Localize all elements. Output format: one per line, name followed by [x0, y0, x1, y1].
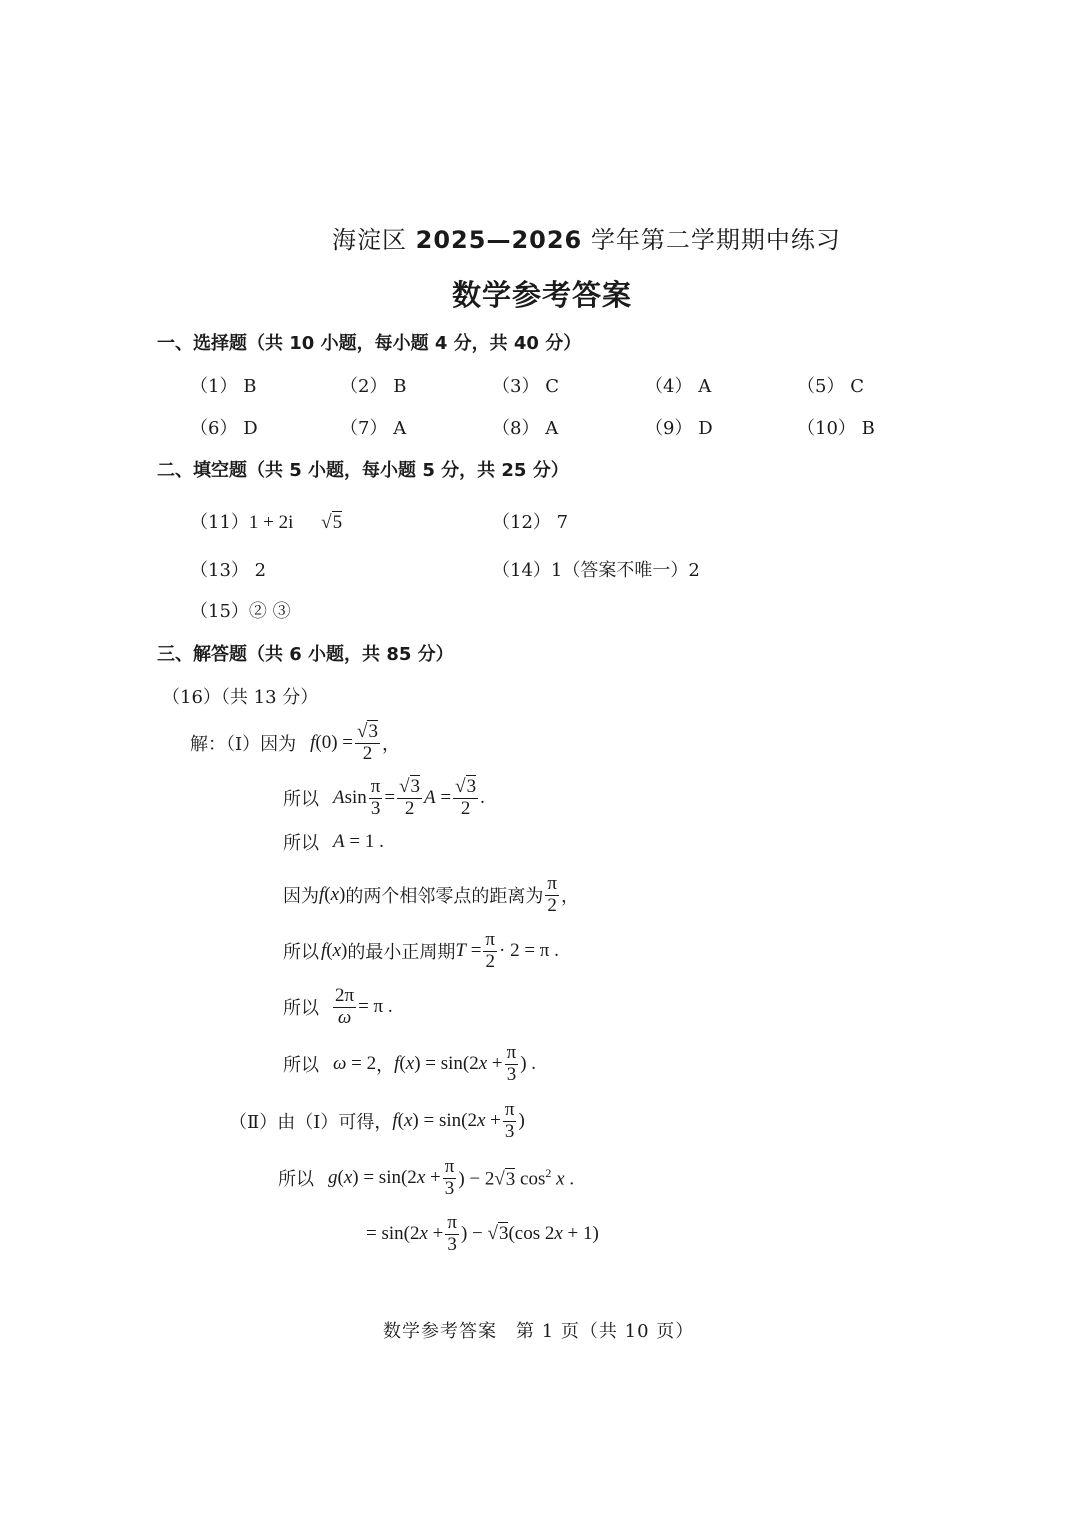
- fill-answer-14: （14）1（答案不唯一）2: [492, 560, 700, 581]
- solution-line-1: 解：（Ⅰ）因为 f(0) = $\frac{√3}{2}$ ，: [190, 721, 400, 764]
- section2-heading: 二、填空题（共 5 小题，每小题 5 分，共 25 分）: [157, 460, 569, 481]
- solution-line-5: 所以 f(x) 的最小正周期 T = $\frac{\pi}{2}$ · 2 = π .: [283, 929, 559, 972]
- fill-answer-13: （13） 2: [190, 560, 267, 581]
- mc-answer: （7） A: [340, 418, 407, 439]
- title-suffix: 学年第二学期期中练习: [590, 226, 841, 254]
- mc-answer: （5） C: [797, 376, 864, 397]
- fill-answer-11: （11）1 + 2i √5: [190, 512, 343, 533]
- title-years: 2025—2026: [415, 226, 583, 254]
- section1-heading: 一、选择题（共 10 小题，每小题 4 分，共 40 分）: [157, 333, 582, 354]
- solution-line-9: 所以 g(x) = sin(2x + $\frac{\pi}{3}$ ) − 2√3 $\cos^2 x$ .: [278, 1156, 575, 1199]
- mc-answer: （4） A: [645, 376, 712, 397]
- page-subtitle: 数学参考答案: [452, 278, 633, 312]
- fill-answer-15: （15）② ③: [190, 601, 291, 622]
- solution-line-2: 所以 Asin $\frac{\pi}{3}$ = $\frac{√3}{2}$ A = $\frac{√3}{2}$ .: [283, 776, 485, 819]
- fill-answer-12: （12） 7: [492, 512, 569, 533]
- page-footer: 数学参考答案 第 1 页（共 10 页）: [383, 1321, 695, 1342]
- mc-answer: （3） C: [492, 376, 559, 397]
- mc-answer: （6） D: [190, 418, 258, 439]
- mc-answer: （8） A: [492, 418, 559, 439]
- mc-answer: （2） B: [340, 376, 407, 397]
- solution-line-8: （Ⅱ）由（Ⅰ）可得， f(x) = sin(2x + $\frac{\pi}{3}$ ): [229, 1099, 525, 1142]
- q16-label: （16）（共 13 分）: [162, 687, 319, 708]
- solution-line-10: = sin(2x + $\frac{\pi}{3}$ ) − √3(cos 2x + 1): [366, 1212, 599, 1255]
- solution-line-7: 所以 ω = 2 ， f(x) = sin(2x + $\frac{\pi}{3}$ ) .: [283, 1042, 537, 1085]
- section3-heading: 三、解答题（共 6 小题，共 85 分）: [157, 644, 454, 665]
- page-title: [332, 220, 841, 255]
- solution-line-3: 所以 A = 1 .: [283, 831, 384, 854]
- mc-answer: （9） D: [645, 418, 713, 439]
- solution-line-6: 所以 $\frac{2\pi}{\omega}$ = π .: [283, 985, 393, 1028]
- mc-answer: （1） B: [190, 376, 257, 397]
- title-prefix: 海淀区: [332, 226, 407, 254]
- mc-answer: （10） B: [797, 418, 875, 439]
- solution-line-4: 因为 f(x) 的两个相邻零点的距离为 $\frac{\pi}{2}$ ，: [283, 873, 579, 916]
